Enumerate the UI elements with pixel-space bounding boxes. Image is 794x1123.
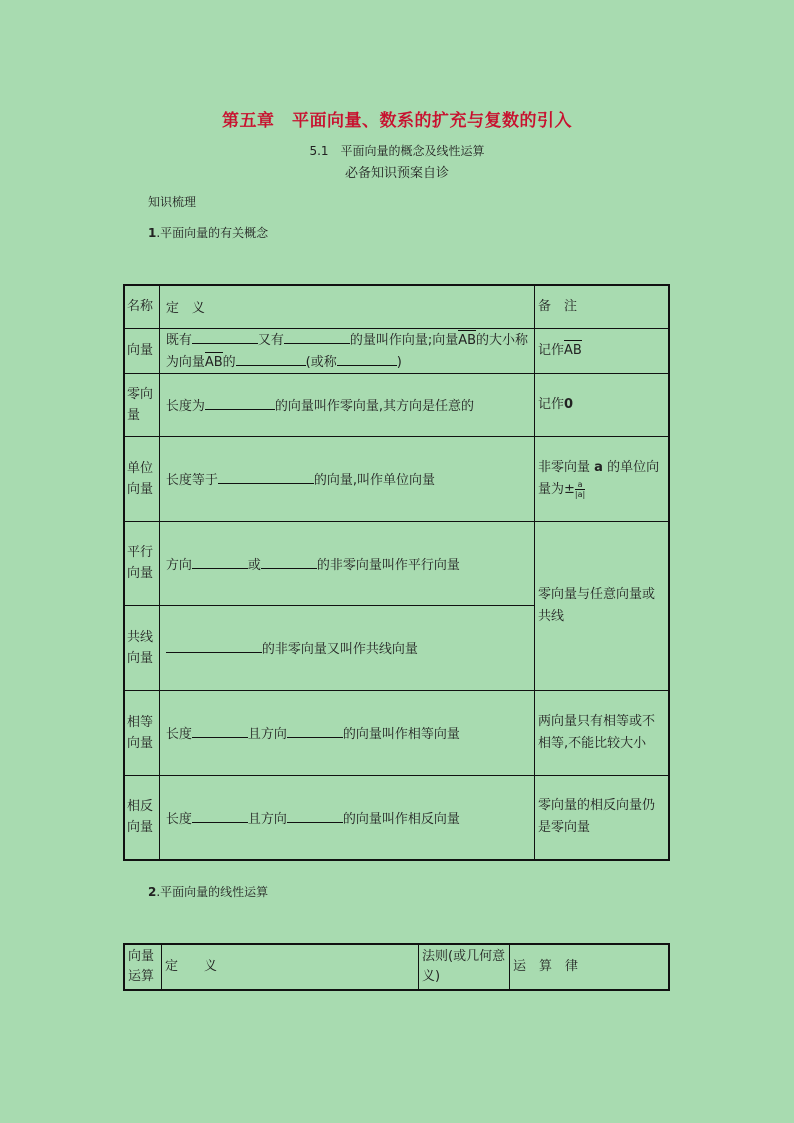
item2-heading: [148, 883, 268, 900]
fill-blank: [337, 351, 397, 366]
header-def: 定 义: [162, 944, 419, 990]
fill-blank: [287, 723, 343, 738]
table-row: [124, 436, 669, 521]
row-name: 平行向量: [124, 521, 159, 605]
fill-blank: [261, 554, 317, 569]
header-name: 名称: [124, 285, 159, 328]
def-text: 的大小称为向量: [165, 332, 529, 370]
fill-blank: [192, 554, 248, 569]
def-text: 长度等于: [165, 473, 218, 488]
vector-ab: AB: [205, 352, 223, 373]
note-text: 记作: [538, 396, 565, 412]
def-text: 的向量叫作相反向量: [342, 811, 460, 827]
table-header-row: [124, 285, 669, 328]
note-text: 记作: [538, 342, 565, 358]
def-text: 既有: [165, 332, 192, 348]
def-text: 又有: [257, 332, 284, 348]
def-text: 长度: [165, 727, 192, 742]
header-law: 运 算 律: [510, 944, 670, 990]
item2-text: .平面向量的线性运算: [156, 885, 269, 899]
def-text: 且方向: [247, 727, 287, 742]
vector-concepts-table: [123, 284, 670, 861]
header-note: 备 注: [535, 285, 669, 328]
row-name: 向量: [124, 328, 159, 373]
note-text: 的单位向量为±: [538, 459, 660, 497]
fill-blank: [236, 351, 306, 366]
fill-blank: [192, 329, 258, 344]
row-note: [535, 436, 669, 521]
note-text: 非零向量: [538, 459, 591, 475]
row-name: 相反向量: [124, 775, 159, 860]
row-def: [159, 436, 534, 521]
def-text: 长度为: [165, 399, 205, 414]
table-row: [124, 521, 669, 605]
vector-a-symbol: a: [594, 459, 603, 475]
zero-vector-symbol: 0: [564, 396, 574, 412]
table-row: [124, 690, 669, 775]
row-def: [159, 775, 534, 860]
row-def: [159, 521, 534, 605]
def-text: 长度: [165, 811, 192, 827]
header-op: 向量运算: [124, 944, 162, 990]
item1-number: 1: [148, 226, 157, 240]
table-header-row: [124, 944, 669, 990]
row-def: [159, 373, 534, 436]
fill-blank: [284, 329, 350, 344]
row-note: 两向量只有相等或不相等,不能比较大小: [535, 690, 669, 775]
def-text: 的非零向量叫作平行向量: [316, 557, 460, 573]
fraction-numerator: a: [575, 480, 585, 490]
def-text: ): [396, 354, 402, 370]
row-note: [535, 521, 669, 690]
knowledge-label: 知识梳理: [148, 195, 197, 209]
item2-number: 2: [148, 885, 157, 899]
fill-blank: [205, 395, 275, 410]
vector-ab: AB: [458, 330, 476, 351]
table-row: [124, 775, 669, 860]
linear-operations-table: [123, 943, 670, 991]
def-text: 的非零向量又叫作共线向量: [261, 642, 418, 657]
table-row: [124, 373, 669, 436]
row-note: 零向量的相反向量仍是零向量: [535, 775, 669, 860]
table-row: [124, 328, 669, 373]
def-text: 或: [247, 557, 261, 573]
row-def: [159, 328, 534, 373]
row-def: [159, 605, 534, 690]
def-text: 且方向: [247, 811, 287, 827]
row-note: [535, 373, 669, 436]
row-name: 相等向量: [124, 690, 159, 775]
row-name: 零向量: [124, 373, 159, 436]
def-text: 的向量叫作零向量,其方向是任意的: [274, 399, 474, 414]
section-title: 5.1 平面向量的概念及线性运算: [309, 144, 485, 158]
def-text: 的量叫作向量;向量: [349, 332, 459, 348]
row-note: [535, 328, 669, 373]
def-text: 的向量,叫作单位向量: [313, 473, 435, 488]
note-text: 零向量与任意向量或共线: [538, 586, 656, 624]
item1-text: .平面向量的有关概念: [156, 226, 269, 240]
header-def: 定 义: [159, 285, 534, 328]
row-name: 共线向量: [124, 605, 159, 690]
row-name: 单位向量: [124, 436, 159, 521]
item1-heading: [148, 224, 268, 241]
chapter-title: 第五章 平面向量、数系的扩充与复数的引入: [222, 111, 572, 131]
fill-blank: [218, 469, 314, 484]
row-def: [159, 690, 534, 775]
def-text: (或称: [305, 354, 337, 370]
fill-blank: [166, 638, 262, 653]
vector-ab: AB: [564, 340, 582, 362]
def-text: 方向: [165, 557, 192, 573]
fill-blank: [287, 808, 343, 823]
unit-vector-fraction: [575, 480, 585, 499]
sub-title: 必备知识预案自诊: [344, 166, 449, 181]
def-text: 的: [222, 354, 236, 370]
fill-blank: [192, 808, 248, 823]
header-rule: 法则(或几何意义): [419, 944, 510, 990]
def-text: 的向量叫作相等向量: [342, 727, 460, 742]
fraction-denominator: |a|: [574, 489, 586, 499]
fill-blank: [192, 723, 248, 738]
